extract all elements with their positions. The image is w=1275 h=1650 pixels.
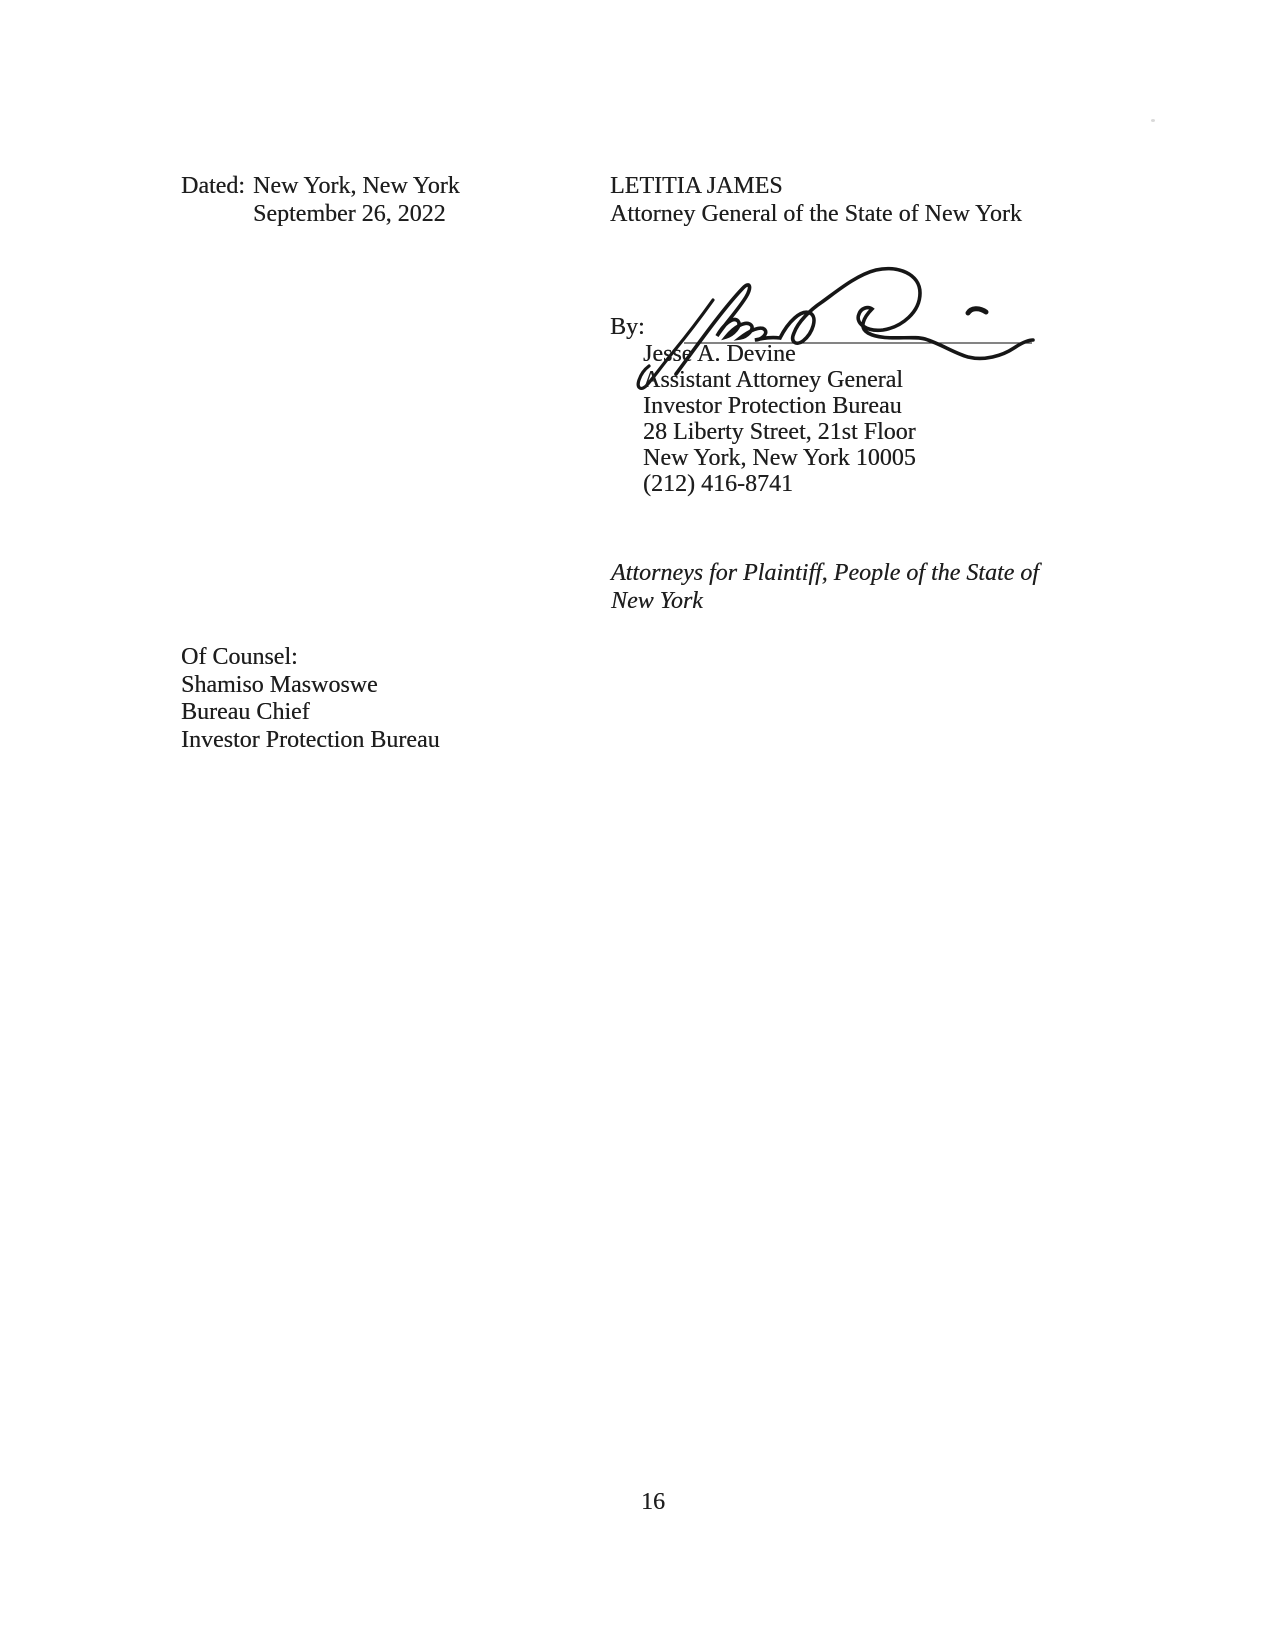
signee-address-line1: 28 Liberty Street, 21st Floor — [643, 419, 916, 445]
attorneys-for-line2: New York — [611, 588, 703, 614]
dated-date: September 26, 2022 — [253, 201, 446, 227]
of-counsel-name: Shamiso Maswoswe — [181, 671, 378, 698]
signee-phone: (212) 416-8741 — [643, 471, 793, 497]
attorneys-for-block — [611, 559, 1039, 615]
signee-name: Jesse A. Devine — [643, 341, 796, 367]
dated-label: Dated: — [181, 173, 245, 199]
signee-title: Assistant Attorney General — [643, 367, 903, 393]
by-label: By: — [610, 314, 645, 340]
signee-address-line2: New York, New York 10005 — [643, 445, 916, 471]
of-counsel-block — [181, 644, 440, 755]
attorney-general-title: Attorney General of the State of New York — [610, 201, 1022, 227]
dated-location: New York, New York — [253, 173, 460, 199]
of-counsel-heading: Of Counsel: — [181, 644, 298, 670]
attorney-general-block — [610, 172, 1022, 228]
page-number: 16 — [641, 1489, 665, 1515]
dated-lines — [253, 172, 460, 228]
signee-block — [643, 341, 916, 497]
scan-artifact-speck — [1151, 119, 1155, 122]
of-counsel-bureau: Investor Protection Bureau — [181, 727, 440, 754]
attorney-general-name: LETITIA JAMES — [610, 173, 783, 199]
signature-dash-stroke — [968, 309, 986, 313]
of-counsel-title: Bureau Chief — [181, 699, 310, 726]
attorneys-for-line1: Attorneys for Plaintiff, People of the State of — [611, 560, 1039, 586]
signee-bureau: Investor Protection Bureau — [643, 393, 902, 419]
